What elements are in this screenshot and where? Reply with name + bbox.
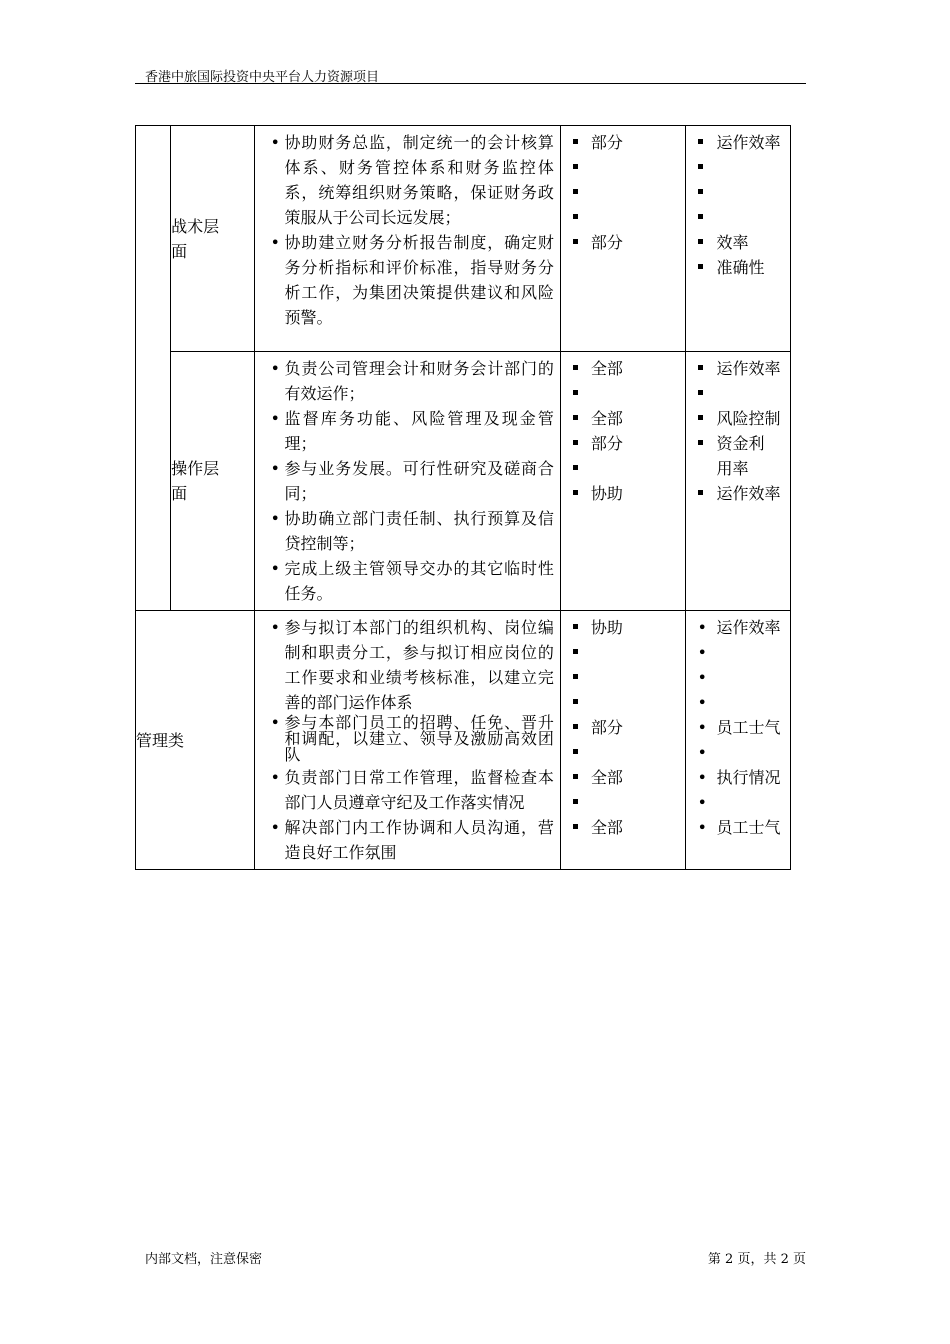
kpi-item: 效率: [696, 230, 786, 255]
duty-item: • 参与业务发展。可行性研究及磋商合同；: [269, 456, 554, 506]
role-item: 全部: [571, 765, 682, 790]
kpi-item: • 执行情况: [696, 765, 786, 790]
role-item: 全部: [571, 406, 682, 431]
kpi-item: 运作效率: [696, 356, 786, 381]
duty-item: • 负责部门日常工作管理，监督检查本部门人员遵章守纪及工作落实情况: [269, 765, 554, 815]
kpi-cell: [686, 611, 791, 870]
kpi-item: • 员工士气: [696, 715, 786, 740]
role-item: 全部: [571, 815, 682, 840]
role-cell: [560, 611, 686, 870]
kpi-item: 运作效率: [696, 481, 786, 506]
role-cell: [560, 126, 686, 352]
page-header-title: 香港中旅国际投资中央平台人力资源项目: [145, 70, 380, 85]
role-item: 部分: [571, 130, 682, 155]
table-row-operational: [136, 352, 791, 611]
role-item: 部分: [571, 715, 682, 740]
footer-page-number: 第 2 页，共 2 页: [707, 1252, 806, 1267]
sublevel-label-operational: 操作层面: [171, 352, 254, 611]
table-row-tactical: [136, 126, 791, 352]
kpi-item: • 运作效率: [696, 615, 786, 640]
kpi-item: 运作效率: [696, 130, 786, 155]
duty-item: • 完成上级主管领导交办的其它临时性任务。: [269, 556, 554, 606]
duty-item: • 解决部门内工作协调和人员沟通，营造良好工作氛围: [269, 815, 554, 865]
kpi-item: 风险控制: [696, 406, 786, 431]
duty-item: • 参与本部门员工的招聘、任免、晋升和调配，以建立、领导及激励高效团队: [269, 715, 554, 763]
duty-item: • 监督库务功能、风险管理及现金管理；: [269, 406, 554, 456]
role-item: 协助: [571, 615, 682, 640]
duty-item: • 协助建立财务分析报告制度，确定财务分析指标和评价标准，指导财务分析工作，为集团决策提供建议和风险预警。: [269, 230, 554, 330]
kpi-item: • 员工士气: [696, 815, 786, 840]
duty-item: • 参与拟订本部门的组织机构、岗位编制和职责分工，参与拟订相应岗位的工作要求和业绩考核标准，以建立完善的部门运作体系: [269, 615, 554, 715]
role-item: 协助: [571, 481, 682, 506]
category-label-management: 管理类: [136, 611, 255, 870]
role-item: 全部: [571, 356, 682, 381]
table-row-management: [136, 611, 791, 870]
category-cell-blank: [136, 126, 171, 611]
role-item: 部分: [571, 230, 682, 255]
kpi-item: 资金利用率: [696, 431, 786, 481]
sublevel-label-tactical: 战术层面: [171, 126, 254, 352]
duty-item: • 协助财务总监，制定统一的会计核算体系、财务管控体系和财务监控体系，统筹组织财务策略，保证财务政策服从于公司长远发展；: [269, 130, 554, 230]
duty-item: • 负责公司管理会计和财务会计部门的有效运作；: [269, 356, 554, 406]
kpi-cell: [686, 352, 791, 611]
duty-item: • 协助确立部门责任制、执行预算及信贷控制等；: [269, 506, 554, 556]
duties-cell: [254, 126, 560, 352]
kpi-item: 准确性: [696, 255, 786, 280]
duties-cell: [254, 352, 560, 611]
role-item: 部分: [571, 431, 682, 456]
role-cell: [560, 352, 686, 611]
responsibility-table: [135, 125, 791, 870]
duties-cell: [254, 611, 560, 870]
footer-confidential-note: 内部文档，注意保密: [145, 1252, 263, 1267]
header-divider: [135, 83, 806, 84]
kpi-cell: [686, 126, 791, 352]
